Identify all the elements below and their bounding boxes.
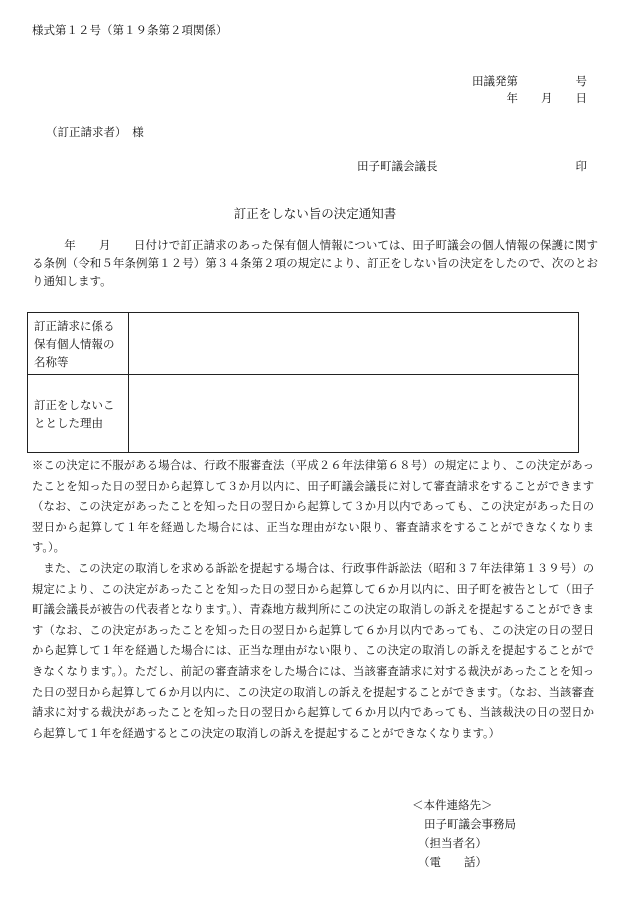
info-table xyxy=(27,312,579,453)
sender-signature: 田子町議会議長 印 xyxy=(357,159,587,173)
recipient: （訂正請求者） 様 xyxy=(46,125,144,139)
document-title: 訂正をしない旨の決定通知書 xyxy=(233,206,397,221)
document-date: 年 月 日 xyxy=(506,91,587,105)
notes-section xyxy=(32,456,594,744)
table-row xyxy=(28,375,579,453)
intro-paragraph: 年 月 日付けで訂正請求のあった保有個人情報については、田子町議会の個人情報の保護に関する条例（令和５年条例第１２号）第３４条第２項の規定により、訂正をしない旨の決定をしたので、次のとおり通知します。 xyxy=(32,238,598,289)
form-number: 様式第１２号（第１９条第２項関係） xyxy=(32,23,228,37)
document-number-block xyxy=(472,73,587,107)
note-lawsuit: また、この決定の取消しを求める訴訟を提起する場合は、行政事件訴訟法（昭和３７年法律第１３９号）の規定により、この決定があったことを知った日の翌日から起算して６か月以内に、田子町を被告として（田子町議会議長が被告の代表者となります。）、青森地方裁判所にこの決定の取消しの訴えを提起することができます（なお、この決定があったことを知った日の翌日から起算して６か月以内であっても、この決定の日の翌日から起算して１年を経過した場合には、正当な理由がない限り、この決定の取消しの訴えを提起することができなくなります。）。ただし、前記の審査請求をした場合には、当該審査請求に対する裁決があったことを知った日の翌日から起算して６か月以内に、この決定の取消しの訴えを提起することができます。（なお、当該審査請求に対する裁決があったことを知った日の翌日から起算して６か月以内であっても、当該裁決の日の翌日から起算して１年を経過するとこの決定の取消しの訴えを提起することができなくなります。） xyxy=(32,561,594,740)
contact-phone: （電 話） xyxy=(418,855,487,869)
note-appeal: ※この決定に不服がある場合は、行政不服審査法（平成２６年法律第６８号）の規定により、この決定があったことを知った日の翌日から起算して３か月以内に、田子町議会議長に対して審査請求をすることができます（なお、この決定があったことを知った日の翌日から起算して３か月以内であっても、この決定があった日の翌日から起算して１年を経過した場合には、正当な理由がない限り、審査請求をすることができなくなります。）。 xyxy=(32,459,594,555)
contact-heading: ＜本件連絡先＞ xyxy=(412,798,493,812)
table-row xyxy=(28,313,579,375)
table-label-reason: 訂正をしないこととした理由 xyxy=(28,375,129,453)
table-label-info-name: 訂正請求に係る保有個人情報の名称等 xyxy=(28,313,129,375)
contact-block xyxy=(412,796,516,872)
contact-office: 田子町議会事務局 xyxy=(424,817,516,831)
table-value-reason xyxy=(129,375,579,453)
document-number: 田議発第 号 xyxy=(472,74,587,88)
contact-person: （担当者名） xyxy=(418,836,487,850)
table-value-info-name xyxy=(129,313,579,375)
intro-paragraph-block xyxy=(32,236,598,291)
